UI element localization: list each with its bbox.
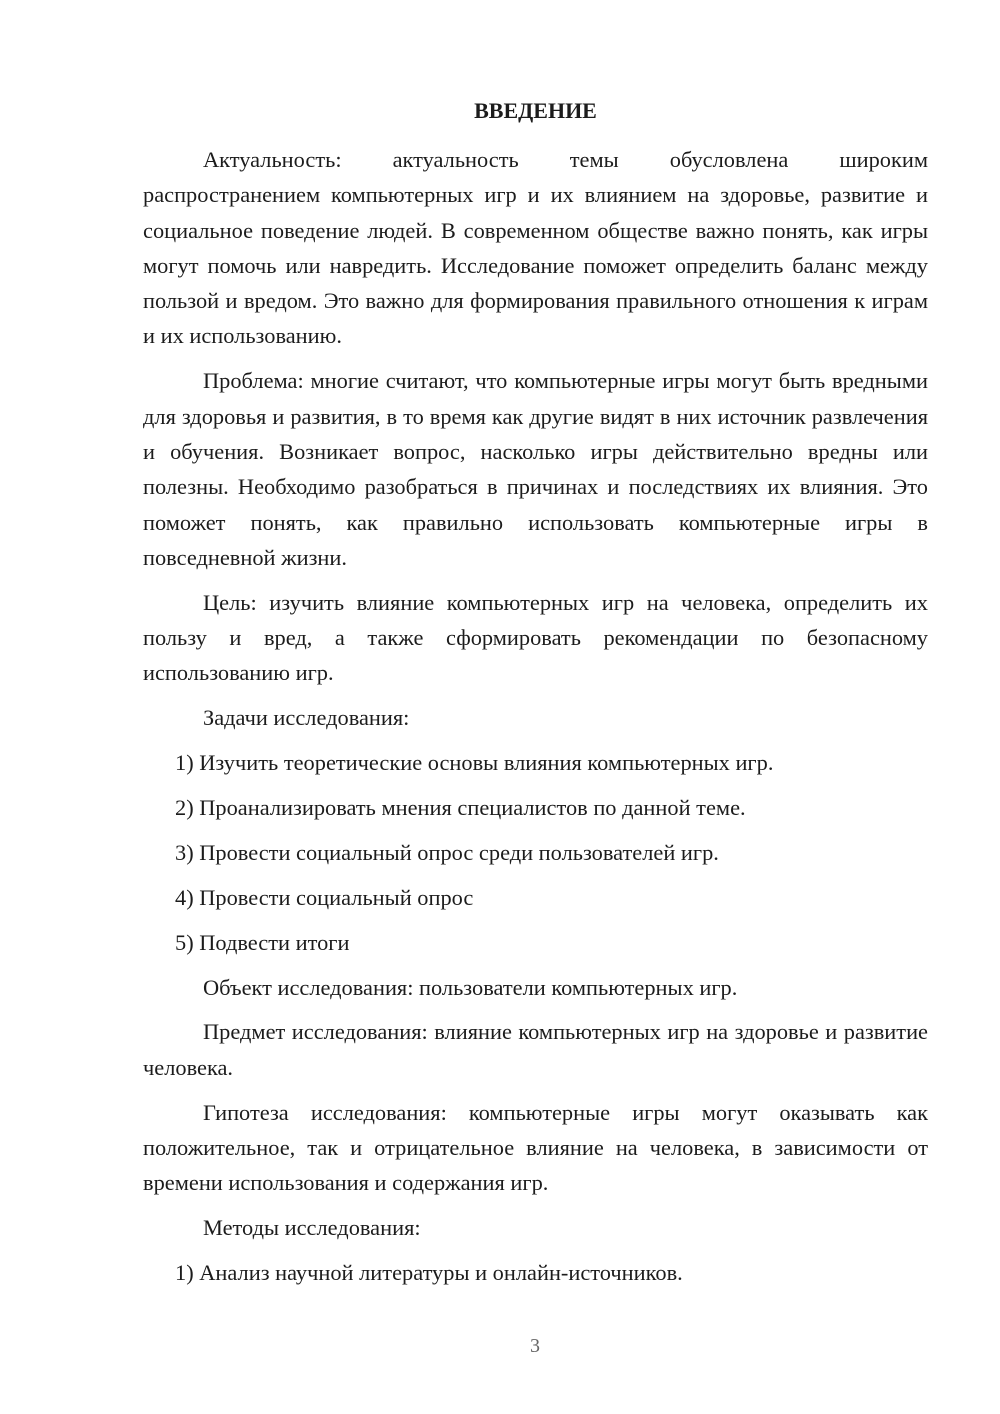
subject-paragraph: Предмет исследования: влияние компьютерных игр на здоровье и развитие человека. — [143, 1019, 928, 1080]
problem-paragraph: Проблема: многие считают, что компьютерные игры могут быть вредными для здоровья и развития, в то время как другие видят в них источник развлечения и обучения. Возникает вопрос, насколько игры действительно вредны или полезны. Необходимо разобраться в причинах и последствиях их влияния. Это поможет понять, как правильно использовать компьютерные игры в повседневной жизни. — [143, 368, 928, 570]
tasks-label: Задачи исследования: — [203, 705, 410, 731]
task-item: 2) Проанализировать мнения специалистов по данной теме. — [175, 795, 746, 821]
methods-label: Методы исследования: — [203, 1215, 421, 1241]
task-item: 1) Изучить теоретические основы влияния компьютерных игр. — [175, 750, 774, 776]
task-item: 5) Подвести итоги — [175, 929, 350, 955]
task-item: 4) Провести социальный опрос — [175, 884, 474, 910]
hypothesis-paragraph: Гипотеза исследования: компьютерные игры могут оказывать как положительное, так и отрицательное влияние на человека, в зависимости от времени использования и содержания игр. — [143, 1099, 928, 1196]
relevance-paragraph: Актуальность: актуальность темы обусловлена широким распространением компьютерных игр и их влиянием на здоровье, развитие и социальное поведение людей. В современном обществе важно понять, как игры могут помочь или навредить. Исследование поможет определить баланс между пользой и вредом. Это важно для формирования правильного отношения к играм и их использованию. — [143, 147, 928, 349]
method-item: 1) Анализ научной литературы и онлайн-источников. — [175, 1260, 683, 1286]
goal-paragraph: Цель: изучить влияние компьютерных игр на человека, определить их пользу и вред, а также сформировать рекомендации по безопасному использованию игр. — [143, 589, 928, 686]
object-paragraph: Объект исследования: пользователи компьютерных игр. — [203, 974, 738, 1000]
page-number: 3 — [530, 1335, 540, 1357]
body-text — [143, 142, 928, 1300]
task-item: 3) Провести социальный опрос среди пользователей игр. — [175, 839, 719, 865]
section-heading: ВВЕДЕНИЕ — [474, 98, 597, 123]
